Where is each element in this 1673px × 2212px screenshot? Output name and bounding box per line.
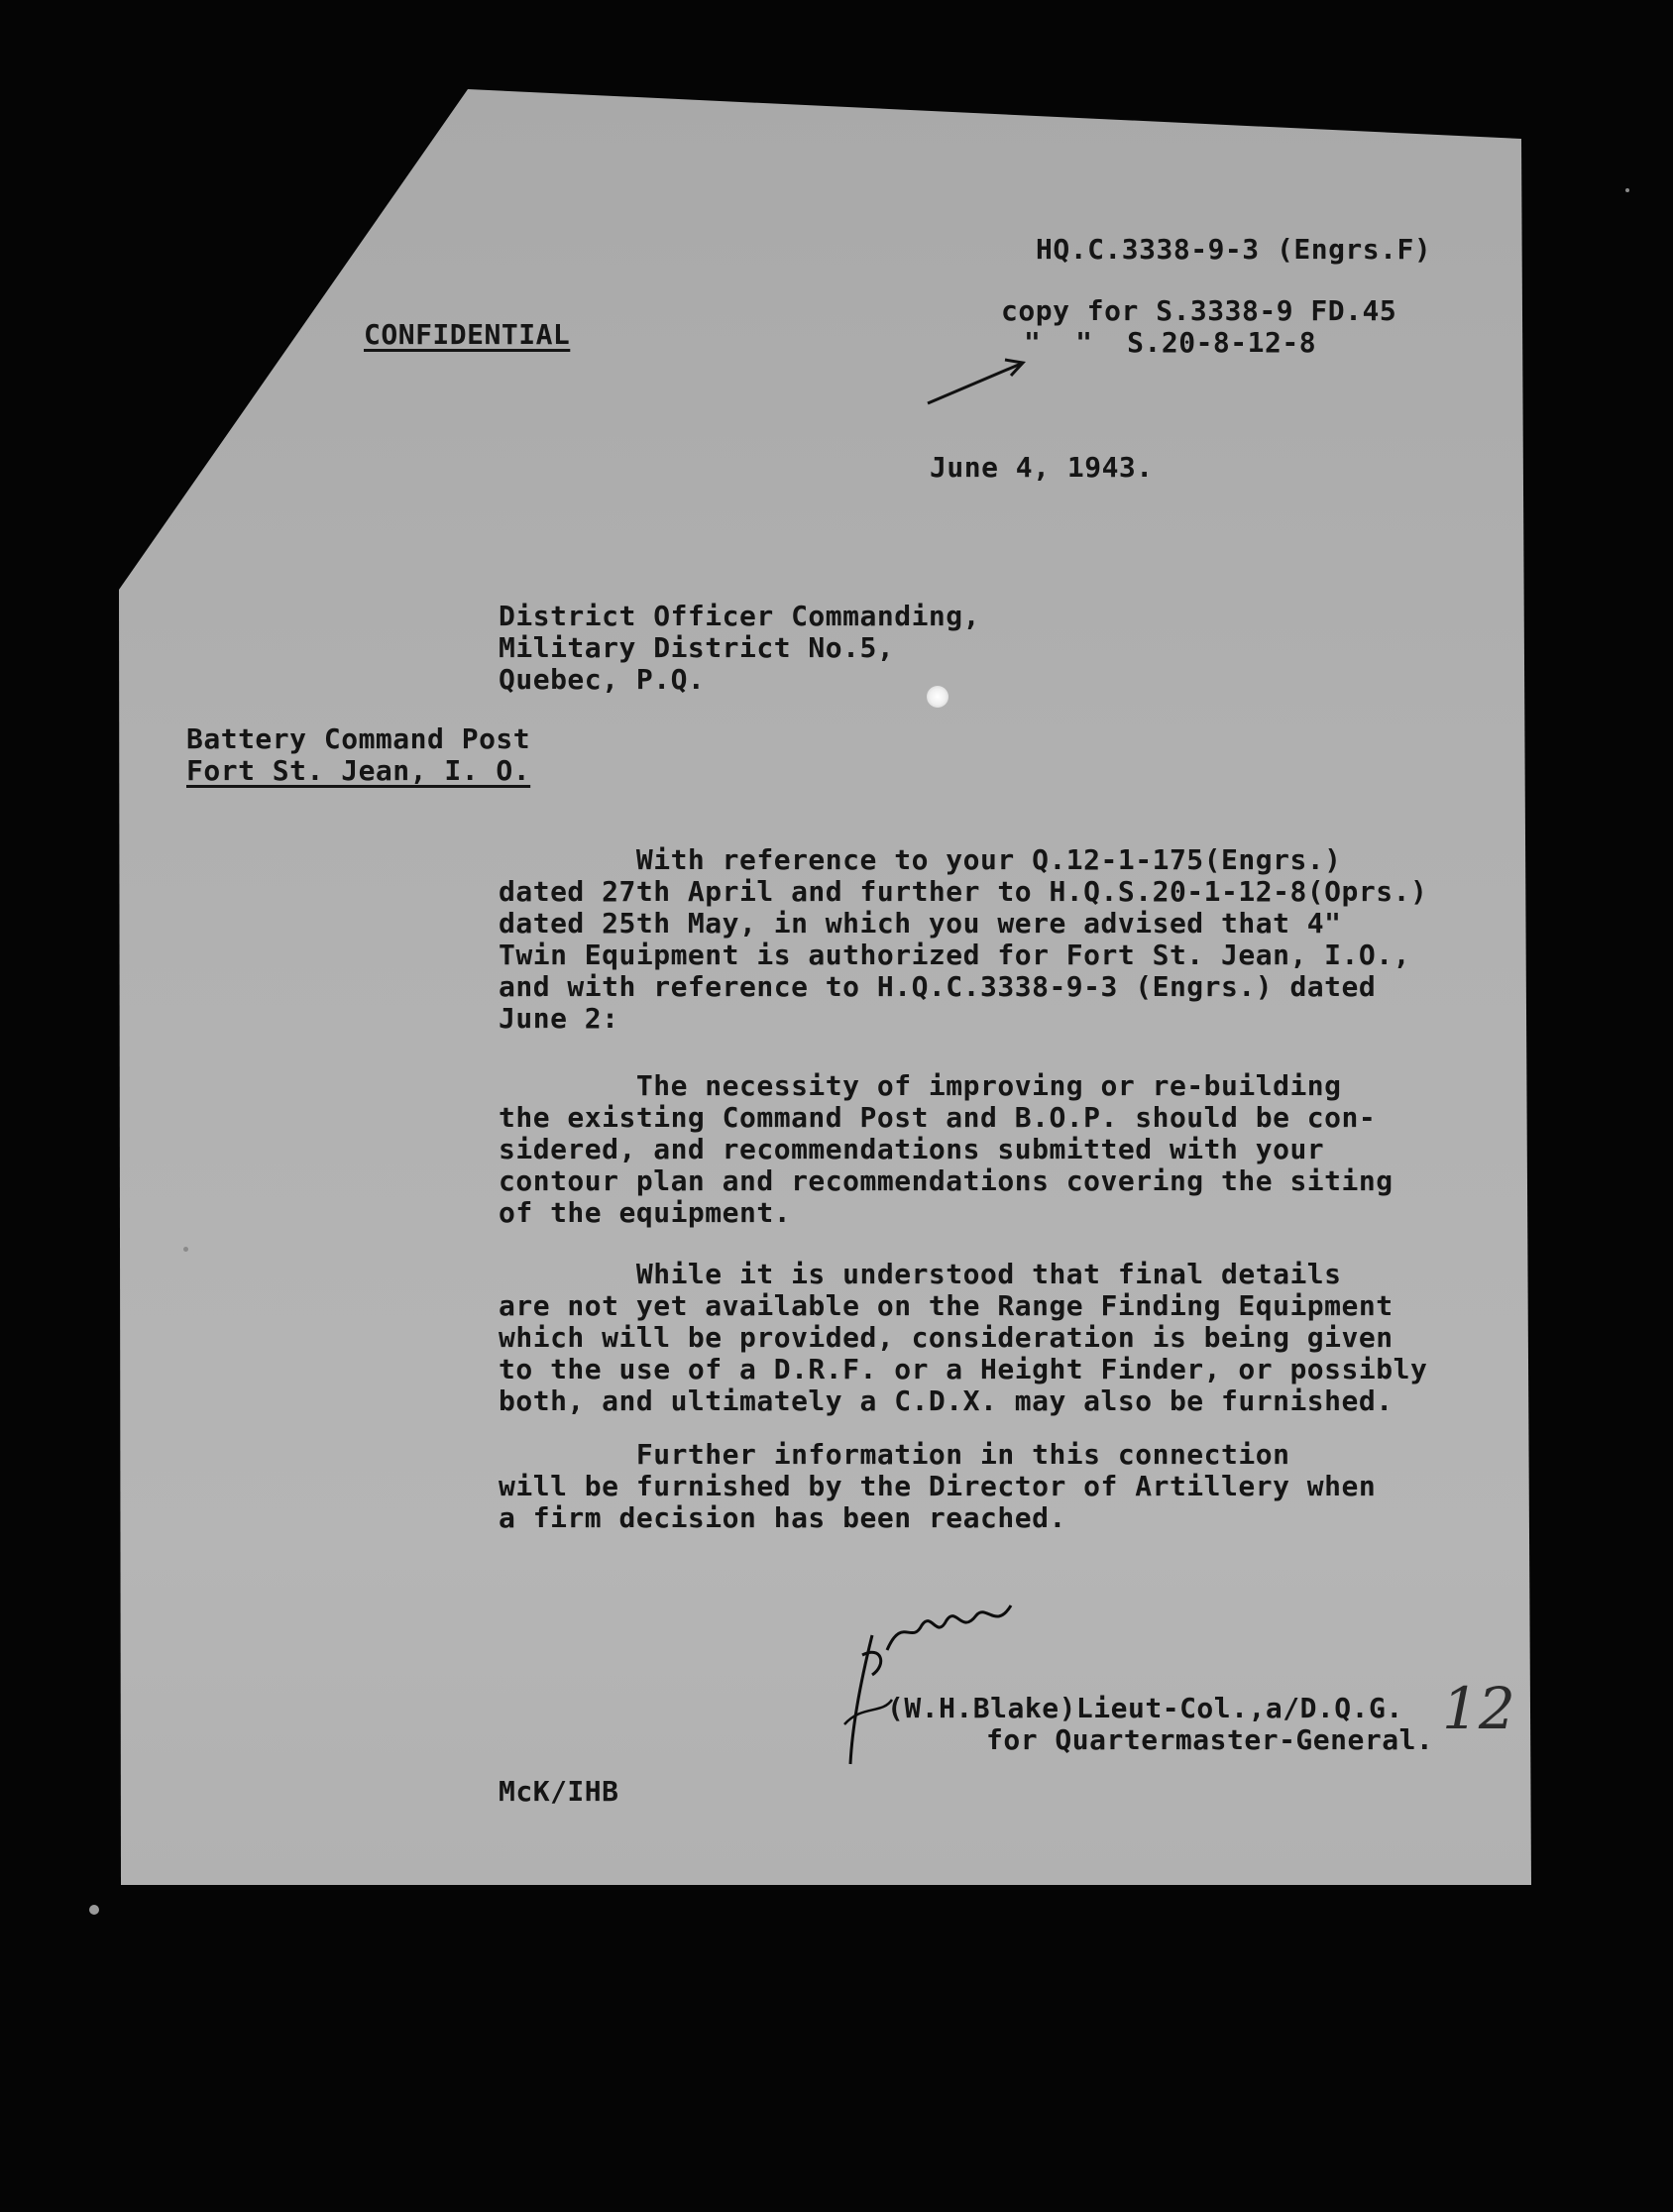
body-p1-line-1: With reference to your Q.12-1-175(Engrs.) — [499, 843, 1342, 876]
body-p4-line-2: will be furnished by the Director of Artillery when — [499, 1470, 1377, 1502]
file-reference: HQ.C.3338-9-3 (Engrs.F) — [1036, 233, 1432, 266]
typist-initials: McK/IHB — [499, 1775, 619, 1808]
body-p3-line-4: to the use of a D.R.F. or a Height Finder, or possibly — [499, 1353, 1428, 1385]
film-speck — [1625, 188, 1629, 192]
copy-reference-line-1: copy for S.3338-9 FD.45 — [1001, 294, 1397, 327]
body-p3-line-5: both, and ultimately a C.D.X. may also be furnished. — [499, 1384, 1394, 1417]
body-p1-line-2: dated 27th April and further to H.Q.S.20-1-12-8(Oprs.) — [499, 875, 1428, 908]
body-p2-line-1: The necessity of improving or re-building — [499, 1069, 1342, 1102]
body-p1-line-3: dated 25th May, in which you were advised that 4" — [499, 907, 1342, 940]
body-p2-line-3: sidered, and recommendations submitted with your — [499, 1133, 1325, 1165]
copy-reference-line-2: " " S.20-8-12-8 — [1024, 326, 1317, 359]
handwritten-margin-number: 12 — [1442, 1675, 1515, 1742]
film-blemish — [927, 686, 948, 708]
signature-name-line: (W.H.Blake)Lieut-Col.,a/D.Q.G. — [887, 1692, 1403, 1724]
body-p1-line-6: June 2: — [499, 1002, 619, 1035]
subject-line-2: Fort St. Jean, I. O. — [186, 754, 531, 787]
body-p4-line-1: Further information in this connection — [499, 1438, 1290, 1471]
classification-heading: CONFIDENTIAL — [364, 318, 571, 351]
addressee-line-1: District Officer Commanding, — [499, 600, 981, 632]
handwritten-arrow-mark — [922, 352, 1031, 411]
body-p4-line-3: a firm decision has been reached. — [499, 1501, 1066, 1534]
body-p2-line-5: of the equipment. — [499, 1196, 792, 1229]
body-p1-line-4: Twin Equipment is authorized for Fort St. Jean, I.O., — [499, 939, 1410, 971]
addressee-line-3: Quebec, P.Q. — [499, 663, 706, 696]
film-speck — [183, 1247, 188, 1252]
subject-line-1: Battery Command Post — [186, 722, 531, 755]
addressee-line-2: Military District No.5, — [499, 631, 895, 664]
body-p1-line-5: and with reference to H.Q.C.3338-9-3 (Engrs.) dated — [499, 970, 1377, 1003]
body-p2-line-2: the existing Command Post and B.O.P. should be con- — [499, 1101, 1377, 1134]
body-p3-line-2: are not yet available on the Range Finding Equipment — [499, 1289, 1394, 1322]
signature-title-line: for Quartermaster-General. — [986, 1723, 1434, 1756]
letter-date: June 4, 1943. — [930, 451, 1154, 484]
body-p2-line-4: contour plan and recommendations covering the siting — [499, 1164, 1394, 1197]
film-speck — [89, 1905, 99, 1915]
body-p3-line-1: While it is understood that final details — [499, 1258, 1342, 1290]
body-p3-line-3: which will be provided, consideration is being given — [499, 1321, 1394, 1354]
